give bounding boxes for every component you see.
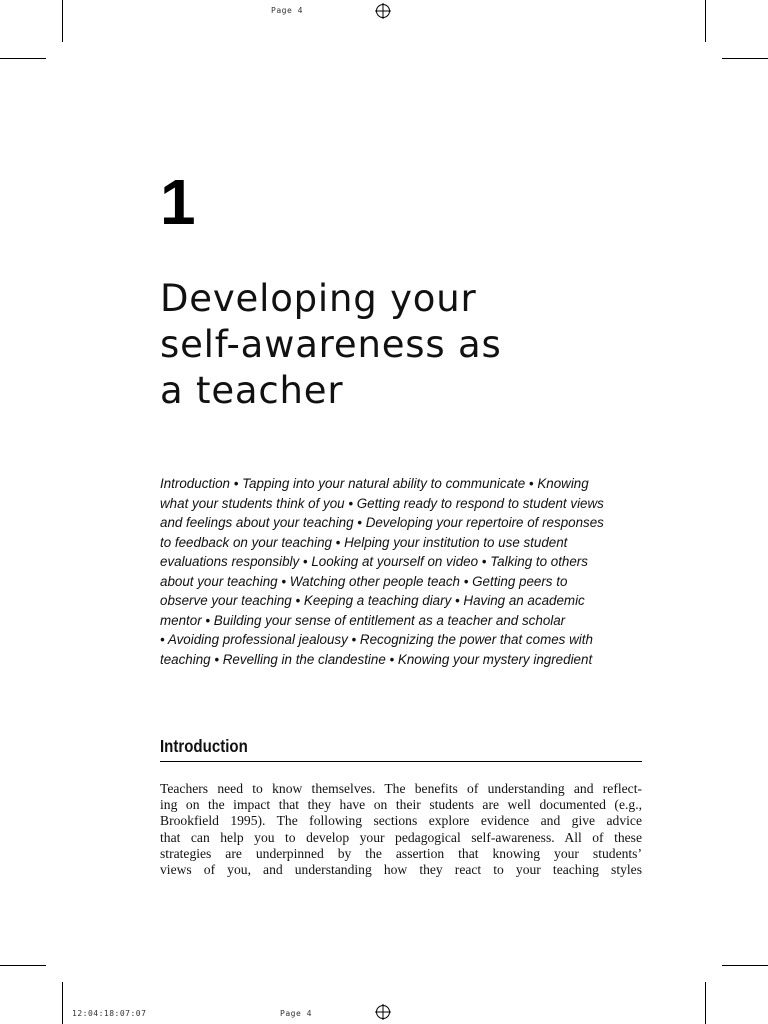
crop-mark-top-left: [62, 0, 63, 42]
summary-line: • Avoiding professional jealousy • Recognizing the power that comes with: [160, 632, 593, 647]
body-line: views of you, and understanding how they react to your teaching styles: [160, 862, 642, 878]
slug-timestamp: 12:04:18:07:07: [72, 1009, 147, 1018]
summary-line: Introduction • Tapping into your natural ability to communicate • Knowing: [160, 476, 589, 491]
summary-line: teaching • Revelling in the clandestine • Knowing your mystery ingredient: [160, 651, 593, 667]
crop-mark-top-right: [705, 0, 706, 42]
summary-line: what your students think of you • Getting ready to respond to student views: [160, 495, 604, 511]
body-line: Brookfield 1995). The following sections explore evidence and give advice: [160, 813, 642, 829]
chapter-number: 1: [160, 166, 196, 238]
body-line: Teachers need to know themselves. The benefits of understanding and reflect-: [160, 781, 642, 796]
crop-mark-top-right-h: [722, 58, 768, 59]
crop-mark-bottom-left-h: [0, 965, 46, 966]
body-line: that can help you to develop your pedagogical self-awareness. All of these: [160, 829, 642, 845]
chapter-title: Developing your self-awareness as a teacher: [160, 277, 502, 412]
summary-line: mentor • Building your sense of entitlement as a teacher and scholar: [160, 612, 566, 628]
crop-mark-top-left-h: [0, 58, 46, 59]
body-line: ing on the impact that they have on their students are well documented (e.g.,: [160, 797, 642, 813]
chapter-contents-summary: [160, 474, 650, 669]
crop-mark-bottom-right-h: [722, 965, 768, 966]
summary-line: evaluations responsibly • Looking at yourself on video • Talking to others: [160, 554, 588, 569]
summary-line: observe your teaching • Keeping a teaching diary • Having an academic: [160, 593, 585, 608]
crop-mark-bottom-right: [705, 982, 706, 1024]
slug-page-top: Page 4: [271, 6, 303, 15]
registration-mark-icon: [375, 1004, 391, 1020]
body-line: strategies are underpinned by the assertion that knowing your students’: [160, 845, 642, 861]
crop-mark-bottom-left: [62, 982, 63, 1024]
summary-line: to feedback on your teaching • Helping your institution to use student: [160, 534, 568, 550]
summary-line: about your teaching • Watching other people teach • Getting peers to: [160, 573, 568, 589]
section-heading-introduction: Introduction: [160, 736, 248, 756]
registration-mark-icon: [375, 3, 391, 19]
summary-line: and feelings about your teaching • Developing your repertoire of responses: [160, 515, 604, 530]
introduction-body: [160, 781, 642, 878]
slug-page-bottom: Page 4: [280, 1009, 312, 1018]
heading-rule: [160, 761, 642, 762]
